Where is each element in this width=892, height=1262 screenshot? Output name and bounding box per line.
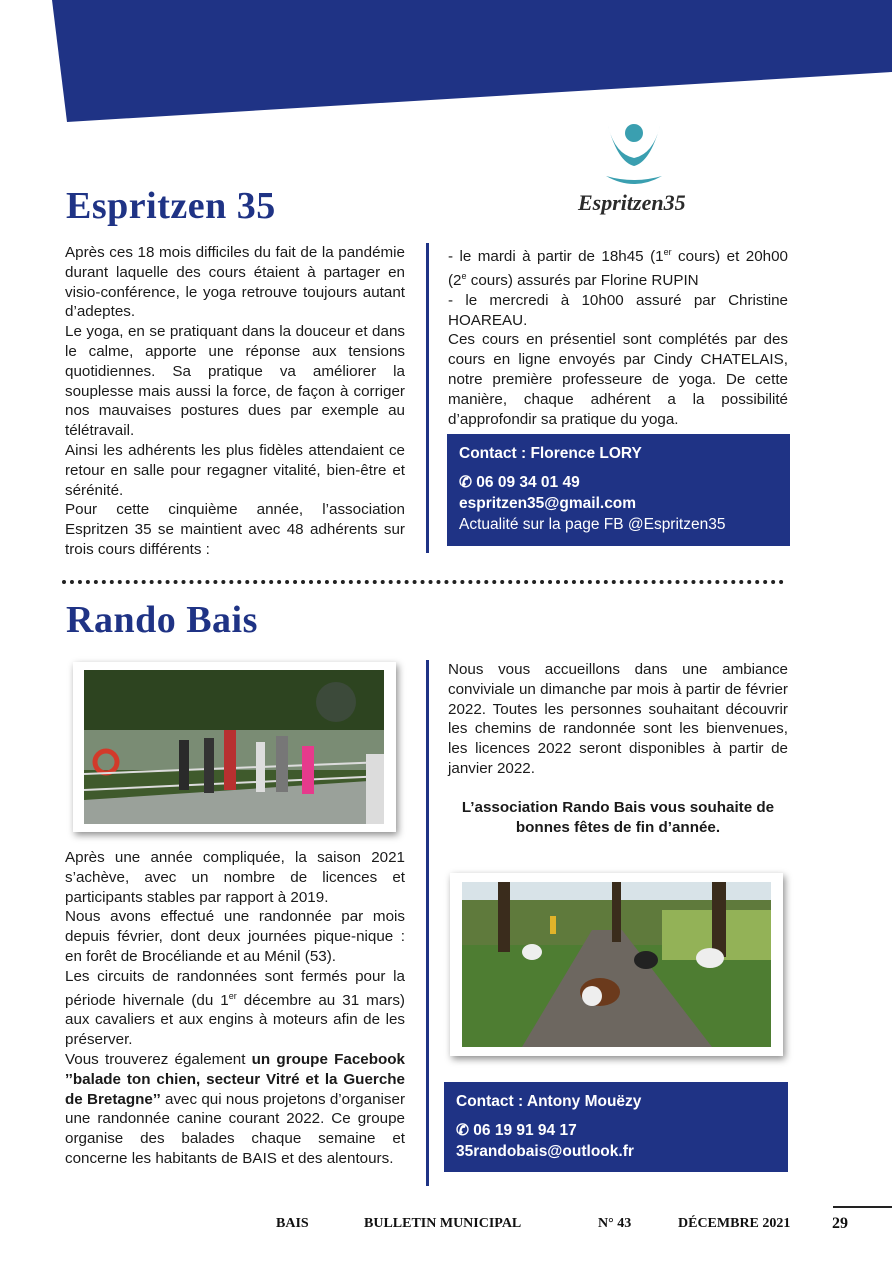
contact-email[interactable]: 35randobais@outlook.fr [456, 1143, 634, 1160]
logo-wordmark: Espritzen35 [578, 190, 686, 215]
paragraph: Après ces 18 mois difficiles du fait de la pandémie durant laquelle des cours étaient à partager en visio-conférence, le yoga retrouve toujours autant d’adeptes. [65, 244, 405, 321]
paragraph: Les circuits de randonnées sont fermés pour la période hivernale (du 1er décembre au 31 mars) aux cavaliers et aux engins à moteurs afin de les préserver. [65, 967, 405, 1049]
season-greeting: L’association Rando Bais vous souhaite de bonnes fêtes de fin d’année. [461, 798, 775, 836]
column-divider [426, 660, 429, 1186]
paragraph: Ainsi les adhérents les plus fidèles attendaient ce retour en salle pour regagner vitalité, bien-être et sérénité. [65, 441, 405, 499]
paragraph: Après une année compliquée, la saison 2021 s’achève, avec un nombre de licences et participants stables par rapport à 2019. [65, 849, 405, 906]
hikers-photo [73, 662, 396, 832]
footer-rule [833, 1206, 892, 1208]
footer-date: DÉCEMBRE 2021 [678, 1216, 791, 1231]
section-title-espritzen: Espritzen 35 [66, 185, 276, 227]
rando-right-column [448, 660, 788, 837]
contact-name: Contact : Florence LORY [459, 445, 642, 462]
paragraph: Nous vous accueillons dans une ambiance conviviale un dimanche par mois à partir de février 2022. Toutes les personnes souhaitant découvrir les chemins de randonnée sont les bienvenues, les licences 2022 seront disponibles à partir de janvier 2022. [448, 661, 788, 777]
contact-email[interactable]: espritzen35@gmail.com [459, 495, 637, 512]
section-title-rando: Rando Bais [66, 599, 258, 641]
espritzen-left-column [65, 243, 405, 560]
footer-town: BAIS [276, 1216, 309, 1231]
paragraph: Vous trouverez également un groupe Facebook ’’balade ton chien, secteur Vitré et la Guerche de Bretagne’’ avec qui nous projetons d’organiser une randonnée canine courant 2022. Ce groupe organise des balades chaque semaine et concerne les habitants de BAIS et des alentours. [65, 1051, 405, 1168]
column-divider [426, 243, 429, 553]
schedule-tuesday: - le mardi à partir de 18h45 (1er cours) et 20h00 (2e cours) assurés par Florine RUPIN [448, 247, 788, 289]
espritzen-right-column [448, 243, 788, 429]
page-number: 29 [832, 1215, 848, 1232]
rando-contact-box [444, 1082, 788, 1172]
rando-left-column [65, 848, 405, 1169]
paragraph: Pour cette cinquième année, l’association Espritzen 35 se maintient avec 48 adhérents sur trois cours différents : [65, 501, 405, 558]
header-banner [0, 0, 892, 130]
contact-phone: ✆ 06 09 34 01 49 [459, 474, 580, 491]
contact-name: Contact : Antony Mouëzy [456, 1093, 642, 1110]
yoga-logo-icon [598, 120, 670, 192]
paragraph: Nous avons effectué une randonnée par mois depuis février, dont deux journées pique-nique : en forêt de Brocéliande et au Ménil (53). [65, 908, 405, 965]
contact-phone: ✆ 06 19 91 94 17 [456, 1122, 577, 1139]
espritzen-contact-box [447, 434, 790, 546]
paragraph: Le yoga, en se pratiquant dans la douceur et dans le calme, apporte une réponse aux tensions quotidiennes. Sa pratique va améliorer la souplesse mais aussi la force, de façon à corriger nos mauvaises postures dues par exemple au télétravail. [65, 323, 405, 440]
dogs-walk-photo [450, 873, 783, 1056]
schedule-wednesday: - le mercredi à 10h00 assuré par Christine HOAREAU. [448, 291, 788, 329]
section-separator [62, 580, 784, 584]
contact-facebook[interactable]: Actualité sur la page FB @Espritzen35 [459, 516, 726, 533]
footer-bulletin: BULLETIN MUNICIPAL [364, 1216, 522, 1231]
footer-issue: N° 43 [598, 1216, 632, 1231]
paragraph: Ces cours en présentiel sont complétés par des cours en ligne envoyés par Cindy CHATELAIS, notre première professeure de yoga. De cette manière, chaque adhérent a la possibilité d’approfondir sa pratique du yoga. [448, 331, 788, 428]
